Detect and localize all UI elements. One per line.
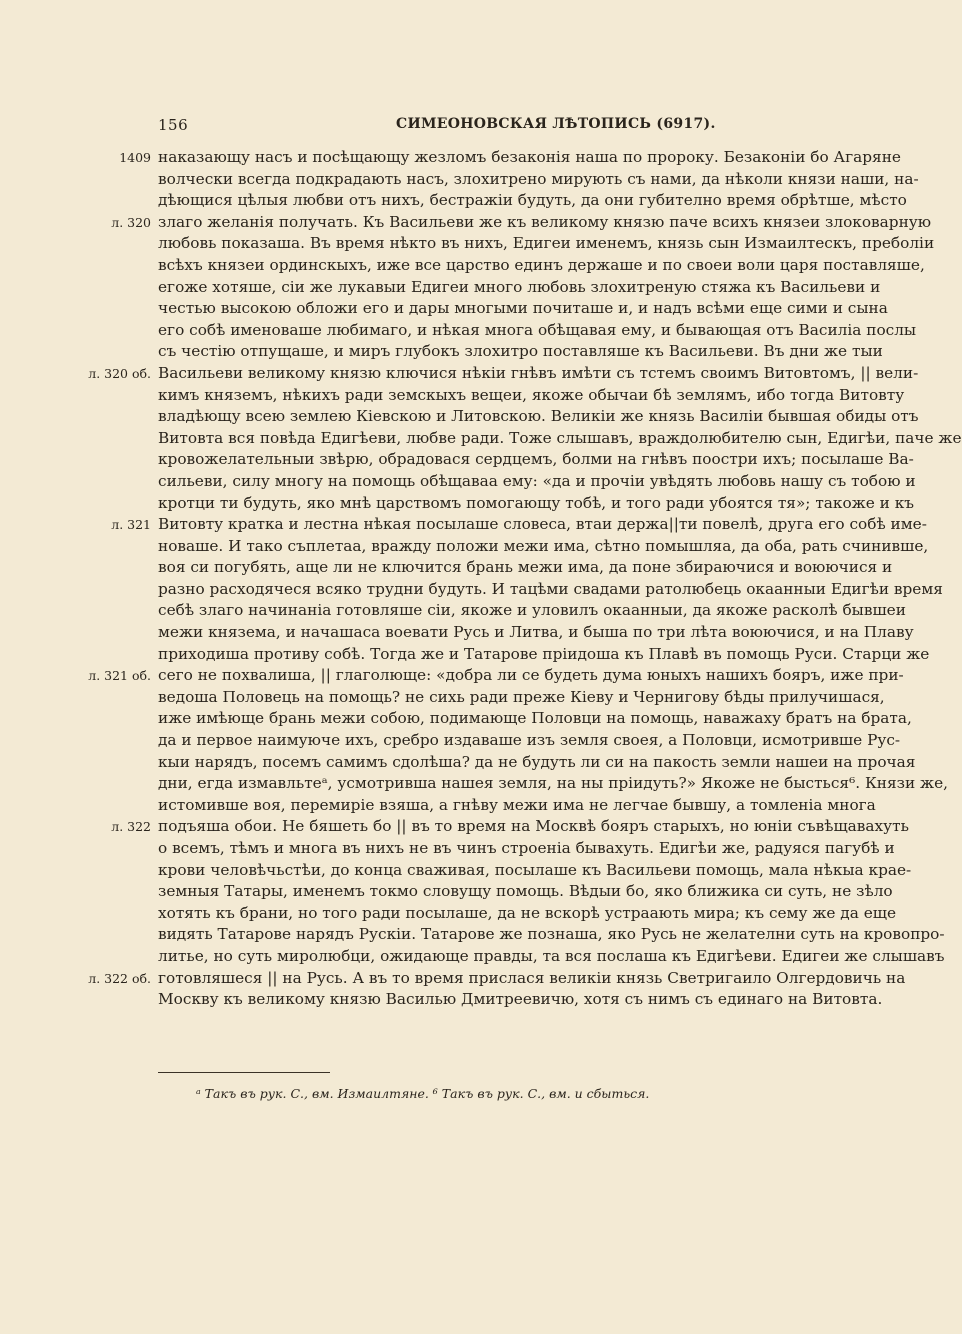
text-line [0,557,900,579]
line-text: готовляшеся || на Русь. А въ то время прислася великіи князь Светригаило Олгердовичь на [158,968,906,987]
line-text: кровожелательныи звѣрю, обрадовася сердцемъ, болми на гнѣвъ поостри ихъ; посылаше Ва- [158,450,914,469]
text-line [0,320,917,342]
line-text: Москву къ великому князю Василью Дмитреевичю, хотя съ нимъ съ единаго на Витовта. [158,990,883,1009]
text-line [0,449,914,471]
line-text: крови человѣчьстѣи, до конца сваживая, посылаше къ Васильеви помощь, мала нѣкыа крае- [158,860,912,879]
text-line [0,514,927,536]
margin-note: л. 321 об. [88,668,151,684]
text-line [0,773,949,795]
text-line [0,428,962,450]
text-line [0,600,906,622]
text-line [0,406,919,428]
line-text: иже имѣюще брань межи собою, подимающе Половци на помощь, наважаху братъ на брата, [158,709,912,728]
text-line [0,212,932,234]
line-text: о всемъ, тѣмъ и многа въ нихъ не въ чинъ строеніа бывахуть. Едигѣи же, радуяся пагубѣ и [158,839,895,857]
text-line [0,147,900,169]
line-text: честью высокою обложи его и дары многыми почиташе и, и надъ всѣми еще сими и сына [158,299,888,318]
line-text: приходиша противу собѣ. Тогда же и Татарове пріидоша къ Плавѣ въ помощь Руси. Старци же [158,644,930,663]
text-line [0,924,945,946]
text-line [0,622,914,644]
line-text: Витовта вся повѣда Едигѣеви, любве ради. Тоже слышавъ, враждолюбителю сын, Едигѣи, паче же [158,428,962,447]
page-number: 156 [158,116,189,134]
line-text: кыи нарядъ, посемъ самимъ сдолѣша? да не будуть ли си на пакость земли нашеи на прочая [158,752,916,771]
text-line [0,169,919,191]
text-line [0,838,900,860]
running-head: СИМЕОНОВСКАЯ ЛѢТОПИСЬ (6917). [396,116,716,132]
line-text: воя си погубять, аще ли не ключится брань межи има, да поне збираючися и воюючися и [158,558,893,577]
line-text: съ честію отпущаше, и миръ глубокъ злохитро поставляше къ Васильеви. Въ дни же тыи [158,342,883,361]
text-line [0,968,906,990]
line-text: егоже хотяше, сіи же лукавыи Едигеи много любовь злохитреную стяжа къ Васильеви и [158,277,881,296]
line-text: любовь показаша. Въ время нѣкто въ нихъ, Едигеи именемъ, князь сын Измаилтескъ, преболіи [158,234,935,253]
line-text: Витовту кратка и лестна нѣкая посылаше словеса, втаи держа||ти повелѣ, друга его собѣ име- [158,515,927,534]
line-text: всѣхъ князеи ординскыхъ, иже все царство единъ держаше и по своеи воли царя поставляше, [158,255,925,274]
text-line [0,860,912,882]
line-text: кимъ княземъ, нѣкихъ ради земскыхъ вещеи, якоже обычаи бѣ землямъ, ибо тогда Витовту [158,385,905,404]
text-line [0,385,905,407]
line-text: подъяша обои. Не бяшеть бо || въ то время на Москвѣ бояръ старыхъ, но юніи съвѣщавахуть [158,817,909,836]
text-line [0,752,916,774]
text-line [0,363,919,385]
line-text: его собѣ именоваше любимаго, и нѣкая многа обѣщавая ему, и бывающая отъ Василіа послы [158,320,917,339]
margin-note: л. 321 [111,517,151,533]
line-text: сильеви, силу многу на помощь обѣщаваа ему: «да и прочіи увѣдять любовь нашу съ тобою и [158,471,916,490]
text-line [0,190,907,212]
text-line [0,665,904,687]
line-text: литье, но суть миролюбци, ожидающе правды, та вся послаша къ Едигѣеви. Едигеи же слышавъ [158,946,945,965]
line-text: злаго желанія получать. Къ Васильеви же къ великому князю паче всихъ князеи злоковарную [158,212,932,231]
text-line [0,903,900,925]
text-line [0,233,935,255]
line-text: владѣющу всею землею Кіевскою и Литовскою. Великіи же князь Василіи бывшая обиды отъ [158,407,919,426]
text-line [0,708,912,730]
text-line [0,536,929,558]
margin-note: л. 320 об. [88,365,151,381]
line-text: дни, егда измавльтеᵃ, усмотривша нашея земля, на ны пріидуть?» Якоже не бысться⁶. Князи же, [158,774,949,793]
margin-note: л. 322 об. [88,970,151,986]
text-line [0,795,900,817]
line-text: хотять къ брани, но того ради посылаше, да не вскорѣ устраають мира; къ сему же да еще [158,903,897,922]
text-line [0,946,945,968]
line-text: истомивше воя, перемиріе взяша, а гнѣву межи има не легчае бывшу, а томленіа многа [158,795,876,814]
text-line [0,579,943,601]
line-text: земныя Татары, именемъ токмо словущу помощь. Вѣдыи бо, яко ближика си суть, не зѣло [158,882,893,901]
text-line [0,471,916,493]
line-text: наказающу насъ и посѣщающу жезломъ безаконія наша по пророку. Безаконіи бо Агаряне [158,148,901,166]
line-text: дѣющися цѣлыя любви отъ нихъ, бестражіи будуть, да они губително время обрѣтше, мѣсто [158,191,907,210]
text-line [0,687,900,709]
margin-note: л. 320 [111,214,151,230]
line-text: да и первое наимуюче ихъ, сребро издаваше изъ земля своея, а Половци, исмотривше Рус- [158,731,901,750]
line-text: волчески всегда подкрадають насъ, злохитрено мирують съ нами, да нѣколи князи наши, на- [158,169,919,188]
text-line [0,816,909,838]
text-line [0,255,925,277]
text-line [0,298,900,320]
text-line [0,881,900,903]
line-text: Васильеви великому князю ключися нѣкіи гнѣвъ имѣти съ тстемъ своимъ Витовтомъ, || вели- [158,363,919,382]
text-line [0,644,930,666]
line-text: межи князема, и начашаса воевати Русь и Литва, и быша по три лѣта воюючися, и на Плаву [158,623,914,642]
line-text: ведоша Половець на помощь? не сихь ради преже Кіеву и Чернигову бѣды прилучишася, [158,687,885,706]
line-text: новаше. И тако съплетаа, вражду положи межи има, сѣтно помышляа, да оба, рать счинивше, [158,536,929,555]
line-text: себѣ злаго начинаніа готовляше сіи, якоже и уловилъ окаанныи, да якоже расколѣ бывшеи [158,601,906,620]
line-text: кротци ти будуть, яко мнѣ царствомъ помогающу тобѣ, и того ради убоятся тя»; такоже и къ [158,493,915,512]
text-line [0,277,900,299]
margin-note: л. 322 [111,819,151,835]
line-text: сего не похвалиша, || глаголюще: «добра ли се будеть дума юныхъ нашихъ бояръ, иже при- [158,666,904,685]
text-line [0,493,915,515]
text-line [0,730,900,752]
footnote: ᵃ Такъ въ рук. С., вм. Измаилтяне. ⁶ Такъ въ рук. С., вм. и сбыться. [196,1086,650,1101]
margin-note: 1409 [119,150,151,165]
text-line [0,341,900,363]
chronicle-text [0,147,962,1011]
text-line [0,989,900,1011]
footnote-rule [158,1072,330,1073]
line-text: видять Татарове нарядъ Рускіи. Татарове же познаша, яко Русь не желателни суть на кровопро- [158,925,945,944]
line-text: разно расходячеся всяко трудни будуть. И тацѣми свадами ратолюбець окаанныи Едигѣи время [158,579,943,598]
